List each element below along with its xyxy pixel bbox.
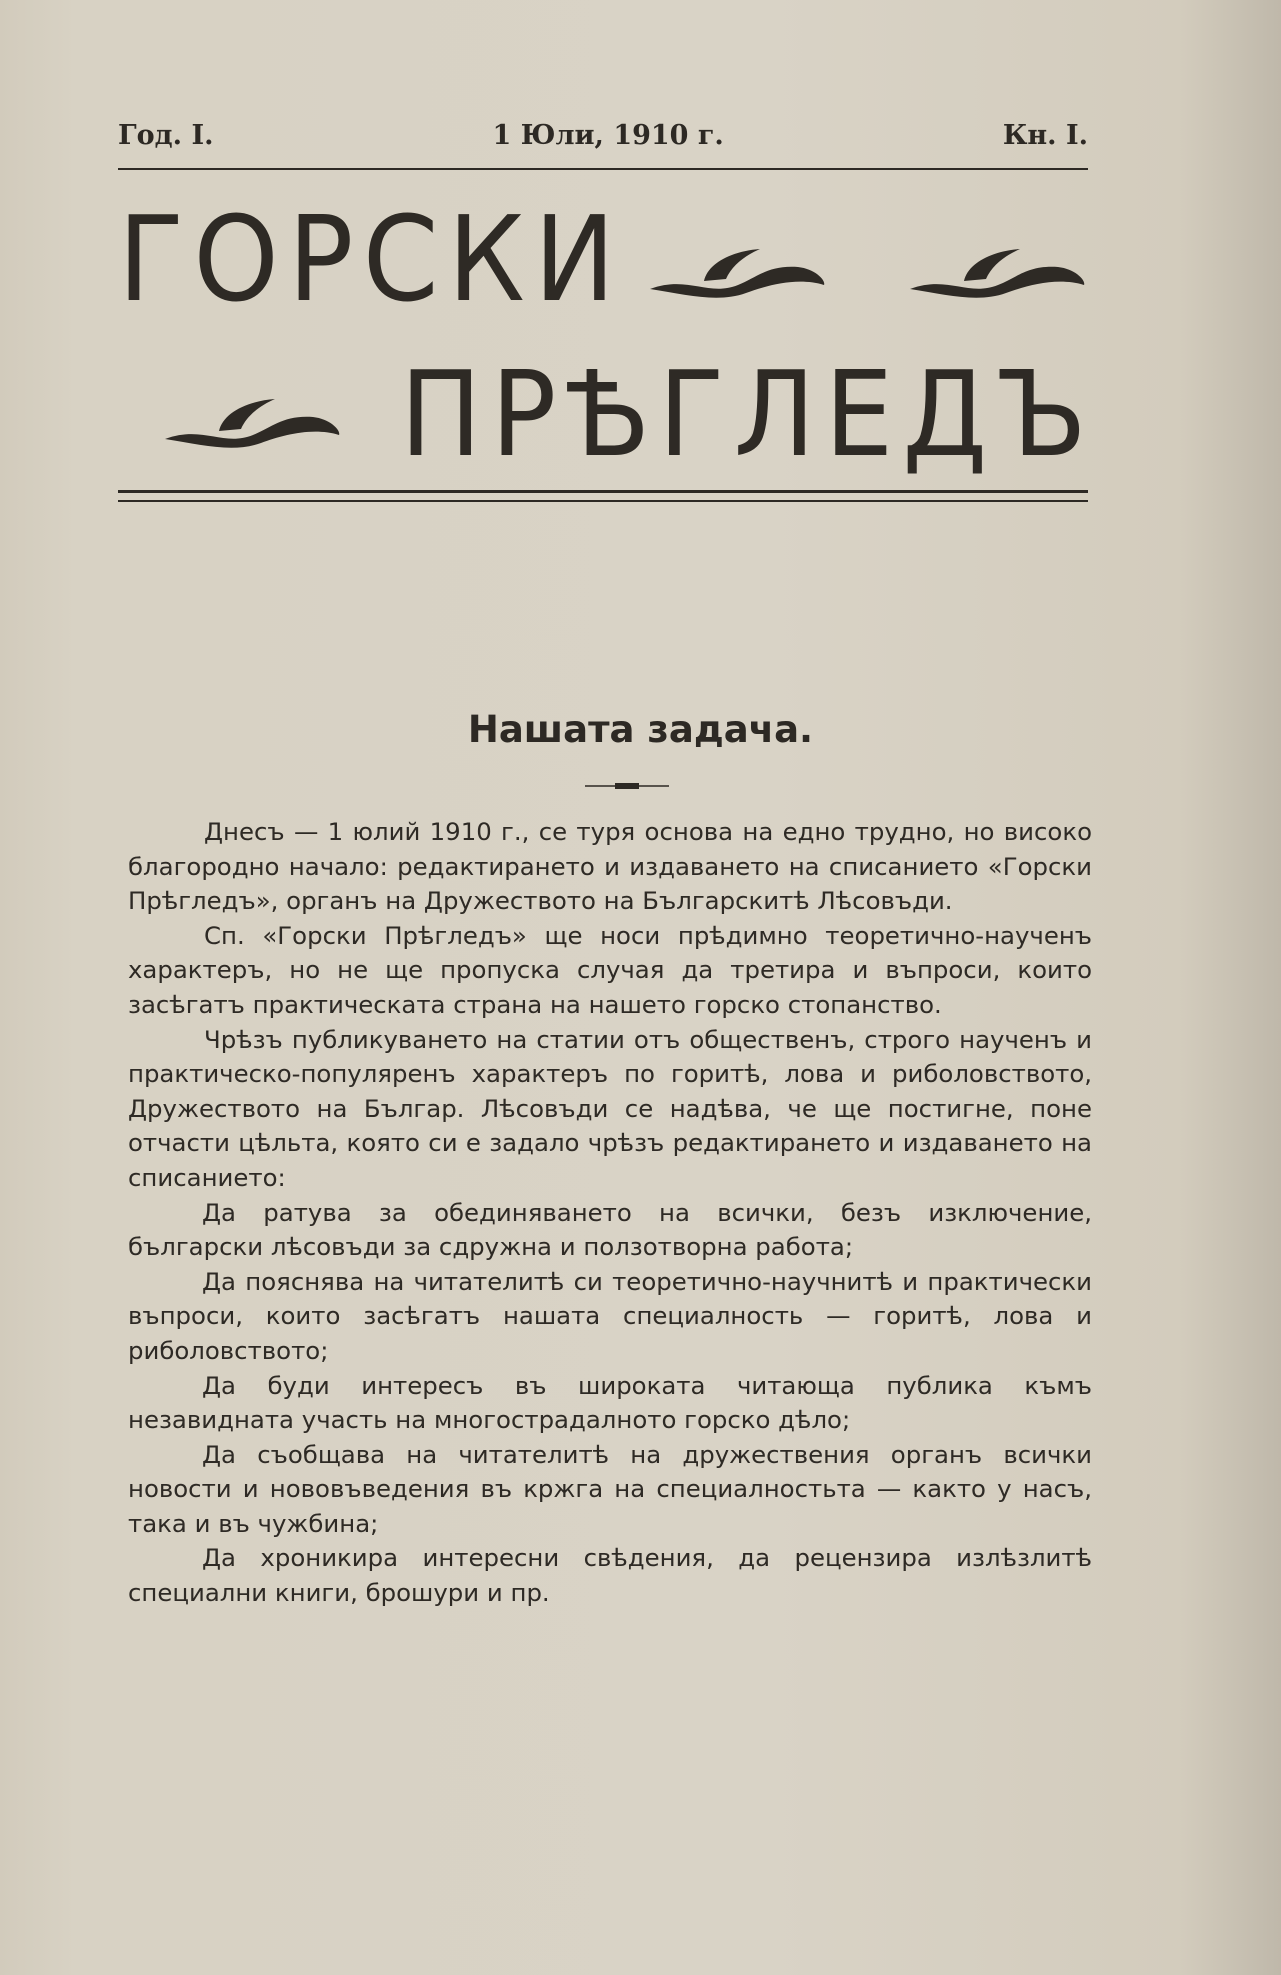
- leaf-ornament-icon: [908, 245, 1088, 305]
- title-separator: [585, 781, 669, 791]
- article-body: [128, 815, 1092, 1611]
- task-item: Да пояснява на читателитѣ си теоретично-научнитѣ и практически въпроси, които засѣгатъ нашата специалность — горитѣ, лова и риболовството;: [128, 1266, 1092, 1365]
- volume-year: Год. I.: [118, 120, 214, 151]
- leaf-ornament-icon: [163, 395, 343, 455]
- leaf-ornament-icon: [648, 245, 828, 305]
- issue-date: 1 Юли, 1910 г.: [492, 120, 724, 151]
- task-item: Да хроникира интересни свѣдения, да рецензира излѣзлитѣ специални книги, брошури и пр.: [128, 1543, 1092, 1608]
- issue-number: Кн. I.: [1002, 120, 1088, 151]
- header-rule: [118, 168, 1088, 170]
- paragraph: Сп. «Горски Прѣгледъ» ще носи прѣдимно теоретично-наученъ характеръ, но не ще пропуска случая да третира и въпроси, които засѣгатъ практическата страна на нашето горско стопанство.: [128, 920, 1092, 1019]
- masthead-rule-thick: [118, 490, 1088, 493]
- task-item: Да буди интересъ въ широката читающа публика къмъ незавидната участь на многострадалното горско дѣло;: [128, 1370, 1092, 1435]
- masthead-word-2: ПРѢГЛЕДЪ: [400, 345, 1096, 483]
- masthead-word-1: ГОРСКИ: [118, 190, 625, 328]
- issue-header: [118, 120, 1088, 151]
- paragraph: Чрѣзъ публикуването на статии отъ общественъ, строго наученъ и практическо-популяренъ характеръ по горитѣ, лова и риболовството, Дружеството на Българ. Лѣсовъди се надѣва, че ще постигне, поне отчасти цѣльта, която си е задало чрѣзъ редактирането и издаването на списанието:: [128, 1024, 1092, 1192]
- task-item: Да ратува за обединяването на всички, безъ изключение, български лѣсовъди за сдружна и ползотворна работа;: [128, 1197, 1092, 1262]
- task-item: Да съобщава на читателитѣ на дружествения органъ всички новости и нововъведения въ кржга на специалностьта — както у насъ, така и въ чужбина;: [128, 1439, 1092, 1538]
- paragraph: Днесъ — 1 юлий 1910 г., се туря основа на едно трудно, но високо благородно начало: редактирането и издаването на списанието «Горски Прѣгледъ», органъ на Дружеството на Българскитѣ Лѣсовъди.: [128, 817, 1092, 916]
- article-title: Нашата задача.: [467, 708, 814, 751]
- masthead-rule-thin: [118, 500, 1088, 502]
